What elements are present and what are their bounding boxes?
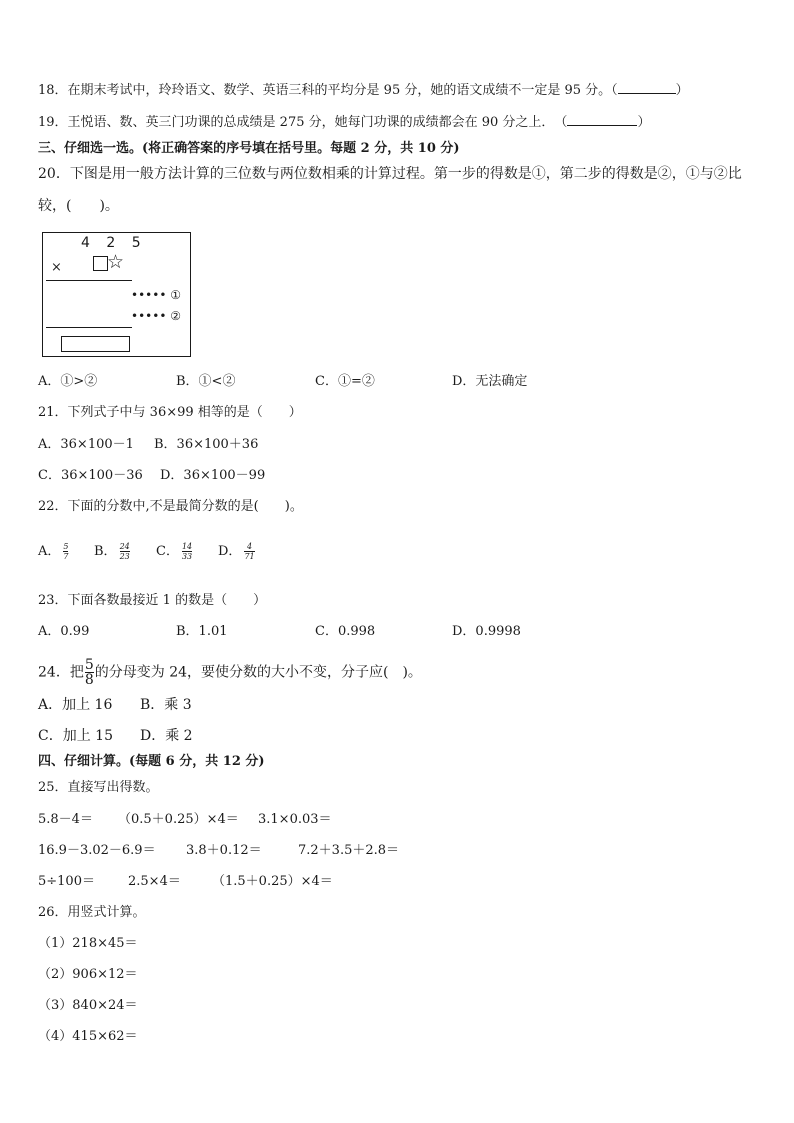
fraction: $\frac{14}{33}$ bbox=[181, 542, 193, 561]
calc-item: （3）840×24＝ bbox=[38, 998, 138, 1013]
question-21-stem: 21．下列式子中与 36×99 相等的是（ ） bbox=[38, 405, 302, 420]
fraction: $\frac{4}{71}$ bbox=[244, 542, 255, 561]
question-20-stem-line2: 较，( )。 bbox=[38, 198, 119, 214]
question-25-stem: 25．直接写出得数。 bbox=[38, 780, 159, 795]
times-sign: × bbox=[51, 260, 62, 275]
question-24-stem: 24．把 $\frac{5}{8}$ 的分母变为 24，要使分数的大小不变，分子应( )。 bbox=[38, 657, 422, 688]
calc-item: 5.8－4＝ bbox=[38, 812, 93, 827]
q21-option-b[interactable]: B．36×100＋36 bbox=[154, 437, 259, 452]
step-1-marker: ••••• ① bbox=[131, 288, 181, 302]
calc-item: （2）906×12＝ bbox=[38, 967, 138, 982]
result-box bbox=[61, 336, 130, 352]
fraction: $\frac{5}{8}$ bbox=[84, 657, 94, 688]
calc-item: 16.9－3.02－6.9＝ bbox=[38, 843, 156, 858]
q22-option-a[interactable]: A． $\frac{5}{7}$ bbox=[38, 542, 69, 561]
divider-line bbox=[46, 327, 132, 328]
calc-item: （4）415×62＝ bbox=[38, 1029, 138, 1044]
q21-option-a[interactable]: A．36×100－1 bbox=[38, 437, 134, 452]
section-3-heading: 三、仔细选一选。(将正确答案的序号填在括号里。每题 2 分，共 10 分) bbox=[38, 141, 460, 156]
q20-option-c[interactable]: C．①=② bbox=[315, 374, 375, 389]
answer-blank[interactable] bbox=[618, 81, 676, 94]
question-20-stem-line1: 20．下图是用一般方法计算的三位数与两位数相乘的计算过程。第一步的得数是①，第二步的得数是②，①与②比 bbox=[38, 166, 742, 182]
square-placeholder bbox=[93, 256, 108, 271]
q20-option-a[interactable]: A．①>② bbox=[38, 374, 98, 389]
q22-option-c[interactable]: C． $\frac{14}{33}$ bbox=[156, 542, 193, 561]
calc-item: （1）218×45＝ bbox=[38, 936, 138, 951]
calc-item: （0.5＋0.25）×4＝ bbox=[118, 812, 239, 827]
calc-item: 5÷100＝ bbox=[38, 874, 95, 889]
question-18-text: 18．在期末考试中，玲玲语文、数学、英语三科的平均分是 95 分，她的语文成绩不一定是 95 分。（ bbox=[38, 83, 618, 98]
q24-option-a[interactable]: A．加上 16 bbox=[38, 697, 113, 713]
fraction: $\frac{5}{7}$ bbox=[63, 542, 69, 561]
q23-option-b[interactable]: B．1.01 bbox=[176, 624, 228, 639]
multiplication-figure bbox=[42, 232, 191, 357]
calc-item: 2.5×4＝ bbox=[128, 874, 181, 889]
q24-option-d[interactable]: D．乘 2 bbox=[140, 728, 193, 744]
step-2-marker: ••••• ② bbox=[131, 309, 181, 323]
q20-option-b[interactable]: B．①<② bbox=[176, 374, 236, 389]
calc-item: 3.8＋0.12＝ bbox=[186, 843, 262, 858]
calc-item: （1.5＋0.25）×4＝ bbox=[212, 874, 333, 889]
q22-option-d[interactable]: D． $\frac{4}{71}$ bbox=[218, 542, 255, 561]
answer-blank[interactable] bbox=[567, 113, 637, 126]
q22-option-b[interactable]: B． $\frac{24}{23}$ bbox=[94, 542, 130, 561]
q23-option-a[interactable]: A．0.99 bbox=[38, 624, 90, 639]
fraction: $\frac{24}{23}$ bbox=[119, 542, 130, 561]
q23-option-d[interactable]: D．0.9998 bbox=[452, 624, 521, 639]
star-icon: ☆ bbox=[107, 251, 125, 273]
q23-option-c[interactable]: C．0.998 bbox=[315, 624, 376, 639]
question-26-stem: 26．用竖式计算。 bbox=[38, 905, 146, 920]
q20-option-d[interactable]: D．无法确定 bbox=[452, 374, 528, 389]
calc-item: 3.1×0.03＝ bbox=[258, 812, 332, 827]
multiplicand: 4 2 5 bbox=[81, 235, 147, 251]
q21-option-c[interactable]: C．36×100－36 bbox=[38, 468, 143, 483]
section-4-heading: 四、仔细计算。(每题 6 分，共 12 分) bbox=[38, 754, 265, 769]
q24-option-c[interactable]: C．加上 15 bbox=[38, 728, 113, 744]
calc-item: 7.2＋3.5＋2.8＝ bbox=[298, 843, 400, 858]
question-19-text: 19．王悦语、数、英三门功课的总成绩是 275 分，她每门功课的成绩都会在 90 分之上． （ bbox=[38, 115, 568, 130]
question-23-stem: 23．下面各数最接近 1 的数是（ ） bbox=[38, 593, 267, 608]
question-19: 19．王悦语、数、英三门功课的总成绩是 275 分，她每门功课的成绩都会在 90 分之上． （ ） bbox=[38, 115, 651, 130]
question-18: 18．在期末考试中，玲玲语文、数学、英语三科的平均分是 95 分，她的语文成绩不一定是 95 分。（ ） bbox=[38, 83, 689, 98]
question-22-stem: 22．下面的分数中,不是最简分数的是( )。 bbox=[38, 499, 303, 514]
q21-option-d[interactable]: D．36×100－99 bbox=[160, 468, 266, 483]
q24-option-b[interactable]: B．乘 3 bbox=[140, 697, 192, 713]
divider-line bbox=[46, 280, 132, 281]
